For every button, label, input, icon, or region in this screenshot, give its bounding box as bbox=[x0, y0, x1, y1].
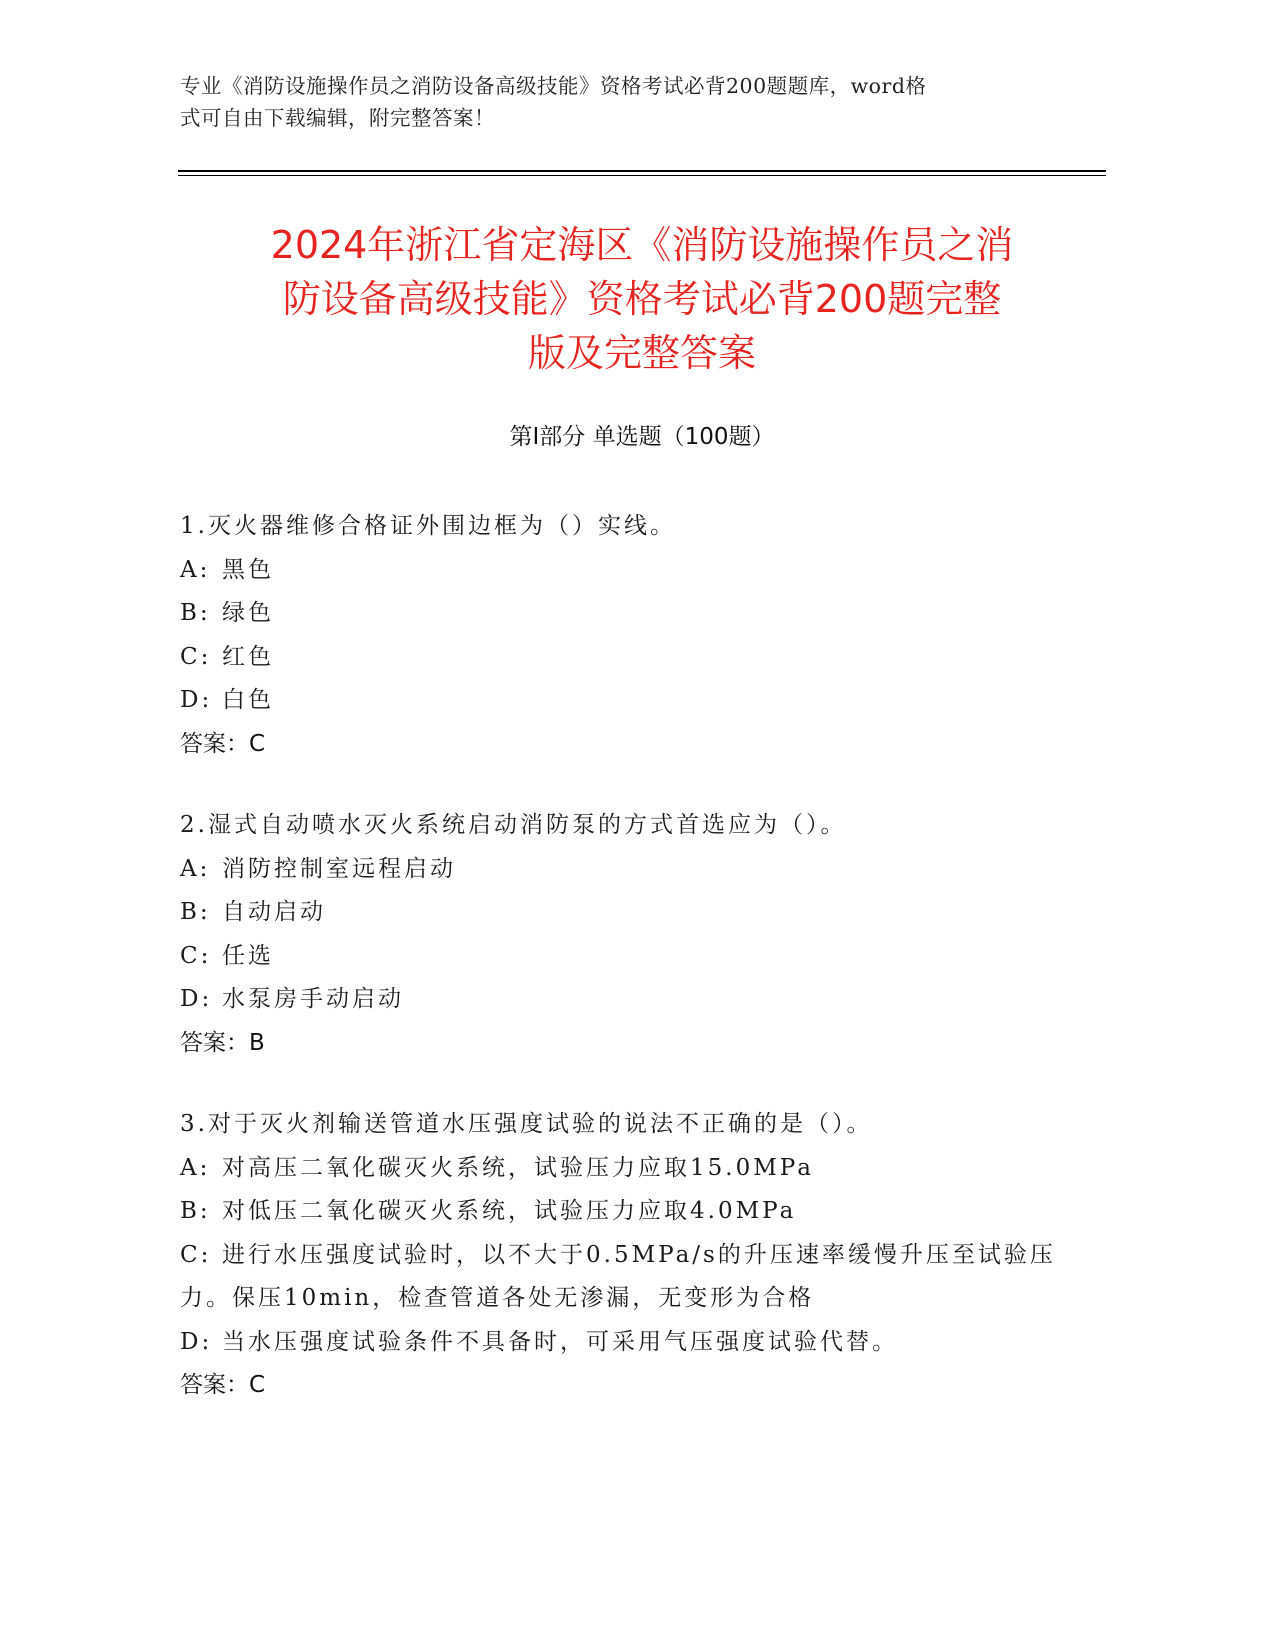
option-letter: D: bbox=[180, 986, 213, 1012]
option-c bbox=[180, 935, 1060, 979]
option-b bbox=[180, 592, 1060, 636]
title-line-3: 版及完整答案 bbox=[527, 331, 756, 375]
question-list bbox=[180, 505, 1060, 1446]
option-text: 黑色 bbox=[222, 556, 274, 583]
option-letter: C: bbox=[180, 942, 212, 969]
answer: 答案：C bbox=[180, 1372, 266, 1398]
option-text: 自动启动 bbox=[222, 899, 326, 925]
option-text: 进行水压强度试验时，以不大于0.5MPa/s的升压速率缓慢升压至试验压力。保压10min，检查管道各处无渗漏，无变形为合格 bbox=[180, 1241, 1056, 1311]
option-d bbox=[180, 1321, 1060, 1365]
option-text: 对低压二氧化碳灭火系统，试验压力应取4.0MPa bbox=[222, 1198, 797, 1224]
option-text: 水泵房手动启动 bbox=[222, 986, 404, 1012]
option-letter: C: bbox=[180, 643, 212, 670]
answer: 答案：B bbox=[180, 1029, 265, 1056]
option-d bbox=[180, 679, 1060, 723]
header-line-1: 专业《消防设施操作员之消防设备高级技能》资格考试必背200题题库，word格 bbox=[180, 74, 927, 98]
question-stem: 3.对于灭火剂输送管道水压强度试验的说法不正确的是（）。 bbox=[180, 1111, 873, 1137]
question-stem: 1.灭火器维修合格证外围边框为（）实线。 bbox=[180, 513, 676, 539]
header-divider-thin bbox=[178, 175, 1106, 176]
option-text: 红色 bbox=[222, 643, 274, 670]
header-line-2: 式可自由下载编辑，附完整答案！ bbox=[180, 106, 495, 130]
option-a bbox=[180, 549, 1060, 593]
option-letter: A: bbox=[180, 855, 211, 882]
option-text: 消防控制室远程启动 bbox=[222, 855, 456, 882]
option-text: 白色 bbox=[222, 687, 274, 713]
header-divider-thick bbox=[178, 170, 1106, 172]
option-a bbox=[180, 1147, 1060, 1191]
page-header bbox=[180, 70, 1040, 134]
option-letter: A: bbox=[180, 556, 211, 583]
section-heading: 第Ⅰ部分 单选题（100题） bbox=[509, 424, 775, 450]
option-c bbox=[180, 636, 1060, 680]
option-letter: B: bbox=[180, 899, 211, 925]
title-line-2: 防设备高级技能》资格考试必背200题完整 bbox=[282, 277, 1002, 321]
option-letter: B: bbox=[180, 1198, 211, 1224]
option-letter: A: bbox=[180, 1154, 211, 1181]
answer: 答案：C bbox=[180, 730, 266, 757]
question-2 bbox=[180, 804, 1060, 1065]
question-1 bbox=[180, 505, 1060, 766]
option-letter: D: bbox=[180, 1328, 213, 1355]
option-c bbox=[180, 1234, 1060, 1321]
option-text: 当水压强度试验条件不具备时，可采用气压强度试验代替。 bbox=[222, 1328, 898, 1355]
question-3 bbox=[180, 1103, 1060, 1408]
option-d bbox=[180, 978, 1060, 1022]
option-text: 绿色 bbox=[222, 600, 274, 626]
option-letter: D: bbox=[180, 687, 213, 713]
option-b bbox=[180, 891, 1060, 935]
option-a bbox=[180, 848, 1060, 892]
option-b bbox=[180, 1190, 1060, 1234]
option-letter: B: bbox=[180, 600, 211, 626]
question-stem: 2.湿式自动喷水灭火系统启动消防泵的方式首选应为（）。 bbox=[180, 812, 847, 838]
document-title bbox=[178, 218, 1106, 380]
title-line-1: 2024年浙江省定海区《消防设施操作员之消 bbox=[270, 223, 1014, 267]
option-text: 对高压二氧化碳灭火系统，试验压力应取15.0MPa bbox=[222, 1154, 814, 1181]
option-text: 任选 bbox=[222, 942, 274, 969]
option-letter: C: bbox=[180, 1241, 212, 1268]
